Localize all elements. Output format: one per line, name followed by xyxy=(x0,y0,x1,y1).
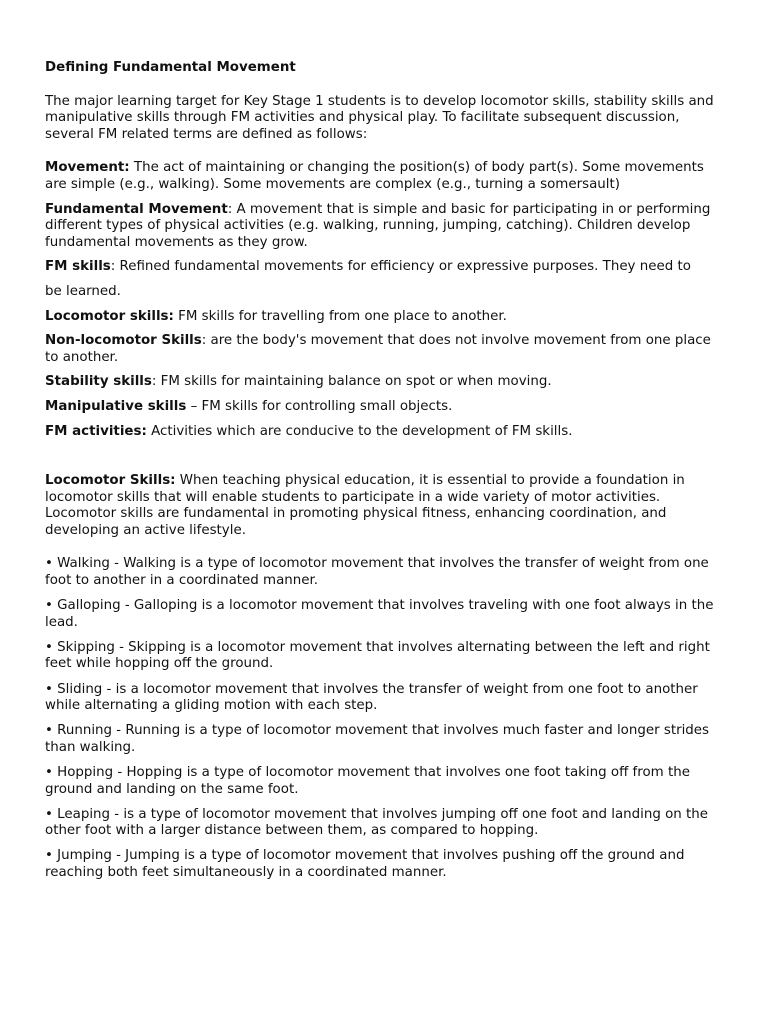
definition-term: Manipulative skills xyxy=(45,398,187,414)
definition-non-locomotor-skills xyxy=(45,333,725,366)
definition-text: Activities which are conducive to the development of FM skills. xyxy=(146,423,573,439)
definition-term: Non-locomotor Skills xyxy=(45,333,202,349)
definition-stability-skills xyxy=(45,374,725,391)
definition-term: FM skills xyxy=(45,259,111,275)
definition-text: FM skills for travelling from one place to another. xyxy=(173,308,507,324)
list-item-skipping: • Skipping - Skipping is a locomotor movement that involves alternating between the left and right feet while hopping off the ground. xyxy=(45,639,710,672)
list-item-jumping: • Jumping - Jumping is a type of locomotor movement that involves pushing off the ground and reaching both feet simultaneously in a coordinated manner. xyxy=(45,848,685,880)
list-item-hopping: • Hopping - Hopping is a type of locomotor movement that involves one foot taking off from the ground and landing on the same foot. xyxy=(45,764,690,797)
list-item-sliding: • Sliding - is a locomotor movement that involves the transfer of weight from one foot to another while alternating a gliding motion with each step. xyxy=(45,681,698,714)
definition-term: FM activities: xyxy=(45,423,147,439)
document-page xyxy=(45,60,725,890)
definition-fm-skills-continued xyxy=(45,284,725,301)
list-item-galloping: • Galloping - Galloping is a locomotor movement that involves traveling with one foot always in the lead. xyxy=(45,598,714,630)
locomotor-section-paragraph xyxy=(45,473,725,539)
list-item-walking: • Walking - Walking is a type of locomotor movement that involves the transfer of weight from one foot to another in a coordinated manner. xyxy=(45,556,709,589)
definition-text: : are the body's movement that does not involve movement from one place to another. xyxy=(45,333,711,365)
list-item-running: • Running - Running is a type of locomotor movement that involves much faster and longer strides than walking. xyxy=(45,723,710,755)
definition-term: Locomotor skills: xyxy=(45,308,174,324)
definition-locomotor-skills xyxy=(45,309,725,326)
definition-fm-activities xyxy=(45,424,725,441)
section-text: When teaching physical education, it is essential to provide a foundation in locomotor skills that will enable students to participate in a wide variety of motor activities. Locomotor skills are fundamental in promoting physical fitness, enhancing coordination, and developing an active lifestyle. xyxy=(45,473,685,538)
definition-text: – FM skills for controlling small objects. xyxy=(186,398,453,414)
definition-fundamental-movement xyxy=(45,202,725,252)
definition-manipulative-skills xyxy=(45,399,725,416)
definition-term: Stability skills xyxy=(45,374,152,390)
definition-term: Fundamental Movement xyxy=(45,201,228,217)
definition-fm-skills xyxy=(45,259,725,276)
definition-text: : Refined fundamental movements for efficiency or expressive purposes. They need to xyxy=(110,259,691,275)
definition-text: : A movement that is simple and basic for participating in or performing different types of physical activities (e.g. walking, running, jumping, catching). Children develop fundamental movements as they grow. xyxy=(45,201,711,250)
intro-paragraph: The major learning target for Key Stage 1 students is to develop locomotor skills, stability skills and manipulative skills through FM activities and physical play. To facilitate subsequent discussion, several FM related terms are defined as follows: xyxy=(45,93,714,142)
definition-text: : FM skills for maintaining balance on spot or when moving. xyxy=(151,374,552,390)
definition-movement xyxy=(45,160,725,193)
definition-text: The act of maintaining or changing the position(s) of body part(s). Some movements are simple (e.g., walking). Some movements are complex (e.g., turning a somersault) xyxy=(45,160,704,192)
definition-term: Movement: xyxy=(45,160,130,176)
document-title: Defining Fundamental Movement xyxy=(45,60,296,75)
definition-text: be learned. xyxy=(45,283,121,299)
section-term: Locomotor Skills: xyxy=(45,473,176,489)
list-item-leaping: • Leaping - is a type of locomotor movement that involves jumping off one foot and landing on the other foot with a larger distance between them, as compared to hopping. xyxy=(45,806,709,839)
